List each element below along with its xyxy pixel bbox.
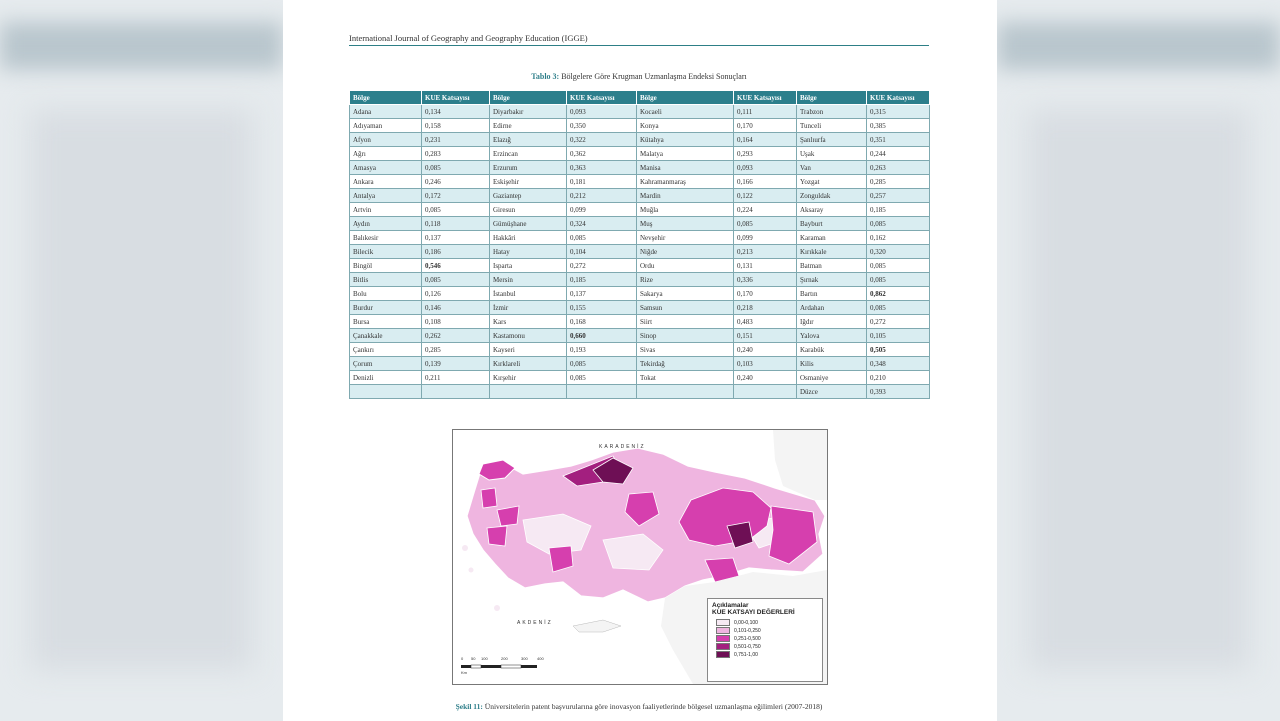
table-row — [350, 161, 930, 175]
kue-value-cell: 0,272 — [867, 315, 930, 329]
legend-items — [708, 619, 822, 658]
region-cell: Düzce — [797, 385, 867, 399]
region-cell: Erzurum — [490, 161, 567, 175]
kue-value-cell: 0,085 — [422, 273, 490, 287]
region-cell: Ankara — [350, 175, 422, 189]
region-cell: İzmir — [490, 301, 567, 315]
table-row — [350, 105, 930, 119]
table-row — [350, 245, 930, 259]
kue-value-cell: 0,085 — [867, 259, 930, 273]
kue-value-cell: 0,085 — [422, 203, 490, 217]
region-cell: Şırnak — [797, 273, 867, 287]
kue-value-cell: 0,285 — [422, 343, 490, 357]
table-row — [350, 175, 930, 189]
table-body — [350, 105, 930, 399]
region-cell: Karaman — [797, 231, 867, 245]
region-cell: Giresun — [490, 203, 567, 217]
region-cell: Kırıkkale — [797, 245, 867, 259]
scale-unit: Km — [461, 670, 467, 675]
legend-swatch — [716, 627, 730, 634]
kue-value-cell: 0,322 — [567, 133, 637, 147]
table-row — [350, 329, 930, 343]
region-cell: Kocaeli — [637, 105, 734, 119]
region-cell: Samsun — [637, 301, 734, 315]
table-row — [350, 147, 930, 161]
column-header-kue: KUE Katsayısı — [422, 91, 490, 105]
region-cell: Manisa — [637, 161, 734, 175]
kue-value-cell: 0,393 — [867, 385, 930, 399]
scale-label: 300 — [521, 656, 528, 661]
column-header-kue: KUE Katsayısı — [734, 91, 797, 105]
kue-value-cell: 0,099 — [734, 231, 797, 245]
kue-value-cell: 0,103 — [734, 357, 797, 371]
kue-table — [349, 90, 930, 399]
region-cell: Niğde — [637, 245, 734, 259]
region-cell: Çorum — [350, 357, 422, 371]
kue-value-cell: 0,362 — [567, 147, 637, 161]
kue-value-cell: 0,231 — [422, 133, 490, 147]
region-cell: Van — [797, 161, 867, 175]
kue-value-cell: 0,170 — [734, 119, 797, 133]
region-cell: Kırklareli — [490, 357, 567, 371]
table-row — [350, 315, 930, 329]
legend-item — [716, 619, 822, 626]
region-cell: Malatya — [637, 147, 734, 161]
kue-value-cell: 0,350 — [567, 119, 637, 133]
kue-value-cell: 0,155 — [567, 301, 637, 315]
kue-value-cell: 0,137 — [422, 231, 490, 245]
region-cell: Afyon — [350, 133, 422, 147]
region-cell: Hakkâri — [490, 231, 567, 245]
table-title-text: Bölgelere Göre Krugman Uzmanlaşma Endeksi Sonuçları — [561, 72, 747, 81]
kue-value-cell: 0,085 — [567, 371, 637, 385]
region-cell: Bolu — [350, 287, 422, 301]
region-cell: Bitlis — [350, 273, 422, 287]
kue-value-cell: 0,240 — [734, 371, 797, 385]
kue-value-cell: 0,224 — [734, 203, 797, 217]
region-cell: Elazığ — [490, 133, 567, 147]
region-cell: Edirne — [490, 119, 567, 133]
region-cell: Denizli — [350, 371, 422, 385]
region-cell: Mardin — [637, 189, 734, 203]
region-cell: Uşak — [797, 147, 867, 161]
kue-value-cell: 0,257 — [867, 189, 930, 203]
document-page — [283, 0, 997, 721]
kue-value-cell: 0,244 — [867, 147, 930, 161]
region-cell: Kilis — [797, 357, 867, 371]
table-row — [350, 287, 930, 301]
kue-value-cell: 0,505 — [867, 343, 930, 357]
region-cell: Bingöl — [350, 259, 422, 273]
table-row — [350, 189, 930, 203]
legend-label: 0,101-0,250 — [734, 627, 761, 634]
table-row — [350, 217, 930, 231]
kue-value-cell: 0,085 — [867, 273, 930, 287]
kue-value-cell: 0,137 — [567, 287, 637, 301]
table-row — [350, 371, 930, 385]
region-cell: Sinop — [637, 329, 734, 343]
table-row — [350, 385, 930, 399]
scale-bar — [461, 656, 544, 680]
kue-value-cell: 0,104 — [567, 245, 637, 259]
kue-value-cell: 0,211 — [422, 371, 490, 385]
region-cell — [637, 385, 734, 399]
legend-label: 0,251-0,500 — [734, 635, 761, 642]
kue-value-cell: 0,862 — [867, 287, 930, 301]
legend-label: 0,751-1,00 — [734, 651, 758, 658]
region-cell: Tekirdağ — [637, 357, 734, 371]
legend-item — [716, 635, 822, 642]
region-cell: Yozgat — [797, 175, 867, 189]
column-header-kue: KUE Katsayısı — [567, 91, 637, 105]
region-cell: Iğdır — [797, 315, 867, 329]
region-cell: Rize — [637, 273, 734, 287]
region-cell: Eskişehir — [490, 175, 567, 189]
region-cell: Tokat — [637, 371, 734, 385]
sea-label-south: AKDENİZ — [517, 620, 553, 626]
kue-value-cell: 0,293 — [734, 147, 797, 161]
kue-value-cell: 0,263 — [867, 161, 930, 175]
region-cell: Kahramanmaraş — [637, 175, 734, 189]
legend-title: Açıklamalar — [712, 602, 749, 609]
kue-value-cell: 0,213 — [734, 245, 797, 259]
kue-value-cell: 0,348 — [867, 357, 930, 371]
region-cell: Burdur — [350, 301, 422, 315]
region-cell: Nevşehir — [637, 231, 734, 245]
kue-value-cell: 0,285 — [867, 175, 930, 189]
table-row — [350, 203, 930, 217]
region-cell: Çankırı — [350, 343, 422, 357]
legend-label: 0,00-0,100 — [734, 619, 758, 626]
table-row — [350, 273, 930, 287]
table-title — [349, 72, 929, 81]
kue-value-cell: 0,181 — [567, 175, 637, 189]
kue-value-cell: 0,118 — [422, 217, 490, 231]
region-cell: Adıyaman — [350, 119, 422, 133]
region-cell: Muş — [637, 217, 734, 231]
region-cell: Konya — [637, 119, 734, 133]
region-cell: Hatay — [490, 245, 567, 259]
legend-swatch — [716, 619, 730, 626]
region-cell — [350, 385, 422, 399]
kue-value-cell: 0,164 — [734, 133, 797, 147]
blurred-background-right — [997, 0, 1280, 721]
kue-value-cell: 0,134 — [422, 105, 490, 119]
region-cell: Sakarya — [637, 287, 734, 301]
kue-value-cell: 0,168 — [567, 315, 637, 329]
region-cell: Ardahan — [797, 301, 867, 315]
kue-value-cell: 0,126 — [422, 287, 490, 301]
kue-value-cell: 0,283 — [422, 147, 490, 161]
table-row — [350, 357, 930, 371]
region-cell: Kütahya — [637, 133, 734, 147]
region-cell: Gümüşhane — [490, 217, 567, 231]
kue-value-cell — [422, 385, 490, 399]
region-cell: Bilecik — [350, 245, 422, 259]
kue-value-cell: 0,105 — [867, 329, 930, 343]
kue-value-cell: 0,166 — [734, 175, 797, 189]
kue-value-cell: 0,186 — [422, 245, 490, 259]
journal-header: International Journal of Geography and Geography Education (IGGE) — [349, 33, 929, 46]
legend-label: 0,501-0,750 — [734, 643, 761, 650]
region-cell: Mersin — [490, 273, 567, 287]
kue-value-cell: 0,320 — [867, 245, 930, 259]
region-cell: Bartın — [797, 287, 867, 301]
kue-value-cell: 0,240 — [734, 343, 797, 357]
kue-value-cell: 0,085 — [422, 161, 490, 175]
region-cell: Çanakkale — [350, 329, 422, 343]
kue-value-cell: 0,158 — [422, 119, 490, 133]
kue-value-cell: 0,246 — [422, 175, 490, 189]
scale-label: 100 — [481, 656, 488, 661]
kue-value-cell: 0,336 — [734, 273, 797, 287]
table-row — [350, 119, 930, 133]
kue-value-cell: 0,085 — [867, 217, 930, 231]
kue-value-cell: 0,093 — [567, 105, 637, 119]
kue-value-cell: 0,093 — [734, 161, 797, 175]
region-cell: İstanbul — [490, 287, 567, 301]
region-cell: Ağrı — [350, 147, 422, 161]
table-row — [350, 301, 930, 315]
kue-value-cell — [734, 385, 797, 399]
legend-swatch — [716, 635, 730, 642]
region-cell: Zonguldak — [797, 189, 867, 203]
region-cell: Osmaniye — [797, 371, 867, 385]
region-cell: Amasya — [350, 161, 422, 175]
region-cell: Isparta — [490, 259, 567, 273]
region-cell: Aydın — [350, 217, 422, 231]
column-header-region: Bölge — [490, 91, 567, 105]
region-cell: Adana — [350, 105, 422, 119]
region-cell: Bayburt — [797, 217, 867, 231]
kue-value-cell: 0,151 — [734, 329, 797, 343]
kue-value-cell: 0,108 — [422, 315, 490, 329]
region-cell: Kırşehir — [490, 371, 567, 385]
kue-value-cell: 0,218 — [734, 301, 797, 315]
legend-swatch — [716, 643, 730, 650]
legend-item — [716, 627, 822, 634]
kue-value-cell: 0,363 — [567, 161, 637, 175]
column-header-kue: KUE Katsayısı — [867, 91, 930, 105]
legend-item — [716, 643, 822, 650]
legend-subtitle: KUE KATSAYI DEĞERLERİ — [712, 609, 795, 616]
kue-value-cell: 0,185 — [567, 273, 637, 287]
sea-label-north: KARADENİZ — [599, 444, 646, 450]
region-cell: Şanlıurfa — [797, 133, 867, 147]
kue-value-cell: 0,385 — [867, 119, 930, 133]
kue-value-cell: 0,099 — [567, 203, 637, 217]
kue-value-cell: 0,324 — [567, 217, 637, 231]
region-cell: Gaziantep — [490, 189, 567, 203]
kue-value-cell: 0,162 — [867, 231, 930, 245]
region-cell: Aksaray — [797, 203, 867, 217]
kue-value-cell: 0,351 — [867, 133, 930, 147]
legend-item — [716, 651, 822, 658]
figure-caption — [349, 702, 929, 711]
scale-label: 400 — [537, 656, 544, 661]
region-cell: Kastamonu — [490, 329, 567, 343]
region-cell: Antalya — [350, 189, 422, 203]
region-cell: Artvin — [350, 203, 422, 217]
region-cell: Tunceli — [797, 119, 867, 133]
region-cell: Sivas — [637, 343, 734, 357]
scale-label: 200 — [501, 656, 508, 661]
region-cell: Batman — [797, 259, 867, 273]
kue-value-cell: 0,262 — [422, 329, 490, 343]
table-label: Tablo 3: — [531, 72, 560, 81]
region-cell: Kayseri — [490, 343, 567, 357]
kue-value-cell: 0,170 — [734, 287, 797, 301]
legend-swatch — [716, 651, 730, 658]
kue-value-cell: 0,193 — [567, 343, 637, 357]
kue-value-cell: 0,315 — [867, 105, 930, 119]
table-row — [350, 343, 930, 357]
kue-value-cell — [567, 385, 637, 399]
kue-value-cell: 0,172 — [422, 189, 490, 203]
scale-label: 0 — [461, 656, 464, 661]
kue-value-cell: 0,212 — [567, 189, 637, 203]
kue-value-cell: 0,546 — [422, 259, 490, 273]
kue-value-cell: 0,085 — [867, 301, 930, 315]
map-legend — [707, 598, 823, 682]
region-cell: Diyarbakır — [490, 105, 567, 119]
column-header-region: Bölge — [797, 91, 867, 105]
kue-value-cell: 0,085 — [734, 217, 797, 231]
kue-value-cell: 0,185 — [867, 203, 930, 217]
table-row — [350, 133, 930, 147]
column-header-region: Bölge — [350, 91, 422, 105]
kue-value-cell: 0,210 — [867, 371, 930, 385]
table-row — [350, 259, 930, 273]
kue-value-cell: 0,085 — [567, 231, 637, 245]
region-cell: Yalova — [797, 329, 867, 343]
kue-value-cell: 0,131 — [734, 259, 797, 273]
scale-label: 50 — [471, 656, 476, 661]
region-cell: Ordu — [637, 259, 734, 273]
region-cell: Karabük — [797, 343, 867, 357]
kue-value-cell: 0,111 — [734, 105, 797, 119]
region-cell: Kars — [490, 315, 567, 329]
region-cell: Siirt — [637, 315, 734, 329]
region-cell: Balıkesir — [350, 231, 422, 245]
table-header-row — [350, 91, 930, 105]
kue-value-cell: 0,146 — [422, 301, 490, 315]
figure-caption-text: Üniversitelerin patent başvurularına göre inovasyon faaliyetlerinde bölgesel uzmanlaşma eğilimleri (2007-2018) — [484, 702, 823, 711]
region-cell: Muğla — [637, 203, 734, 217]
kue-value-cell: 0,122 — [734, 189, 797, 203]
column-header-region: Bölge — [637, 91, 734, 105]
kue-value-cell: 0,483 — [734, 315, 797, 329]
kue-value-cell: 0,660 — [567, 329, 637, 343]
turkey-choropleth-map — [452, 429, 828, 685]
region-cell: Erzincan — [490, 147, 567, 161]
kue-value-cell: 0,139 — [422, 357, 490, 371]
kue-value-cell: 0,085 — [567, 357, 637, 371]
figure-label: Şekil 11: — [455, 702, 483, 711]
region-cell: Bursa — [350, 315, 422, 329]
region-cell: Trabzon — [797, 105, 867, 119]
kue-value-cell: 0,272 — [567, 259, 637, 273]
blurred-background-left — [0, 0, 283, 721]
table-row — [350, 231, 930, 245]
region-cell — [490, 385, 567, 399]
